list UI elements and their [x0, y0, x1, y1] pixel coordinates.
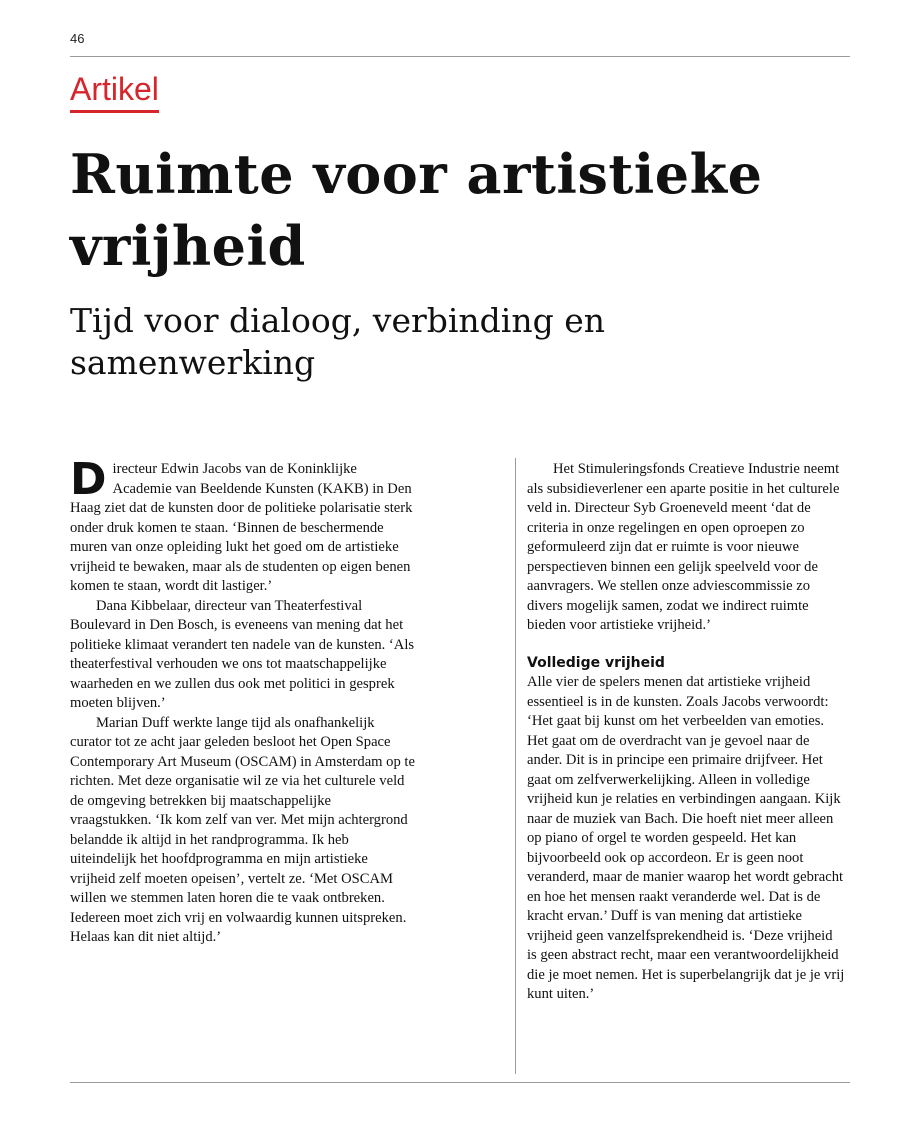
paragraph-groeneveld: Het Stimuleringsfonds Creatieve Industrie neemt als subsidieverlener een aparte positie in het culturele veld in. Directeur Syb Groeneveld meent ‘dat de criteria in onze regelingen en open oproepen zo geformuleerd zijn dat er ruimte is voor nieuwe perspectieven binnen een gelijk speelveld voor de aanvragers. We stellen onze adviescommissie zo divers mogelijk samen, zodat we indirect ruimte bieden voor artistieke vrijheid.’ — [527, 461, 840, 633]
article-subtitle: Tijd voor dialoog, verbinding en samenwerking — [70, 301, 606, 382]
left-column — [70, 454, 415, 948]
paragraph-duff: Marian Duff werkte lange tijd als onafhankelijk curator tot ze acht jaar geleden besloot het Open Space Contemporary Art Museum (OSCAM) in Amsterdam op te richten. Met deze organisatie wil ze via het culturele veld de omgeving betrekken bij maatschappelijke vraagstukken. ‘Ik kom zelf van ver. Met mijn achtergrond belandde ik altijd in het randprogramma. Ik heb uiteindelijk het hoofdprogramma en mijn artistieke vrijheid zelf moeten opeisen’, vertelt ze. ‘Met OSCAM willen we stemmen laten horen die te vaak ontbreken. Iedereen moet zich vrij en volwaardig kunnen uitspreken. Helaas kan dit niet altijd.’ — [70, 714, 415, 945]
paragraph-kibbelaar: Dana Kibbelaar, directeur van Theaterfestival Boulevard in Den Bosch, is eveneens van mening dat het politieke klimaat verandert ten nadele van de kunsten. ‘Als theaterfestival verhouden we ons tot maatschappelijke waarheden en we zullen dus ook met politici in gesprek moeten blijven.’ — [70, 597, 415, 711]
section-label: Artikel — [70, 70, 159, 113]
bottom-divider — [70, 1082, 850, 1083]
page-number: 46 — [70, 31, 85, 46]
right-column — [527, 460, 845, 1005]
drop-cap: D — [70, 454, 107, 505]
column-divider — [515, 458, 516, 1074]
intro-paragraph — [70, 454, 415, 597]
paragraph-text: irecteur Edwin Jacobs van de Koninklijke Academie van Beeldende Kunsten (KAKB) in Den Haag ziet dat de kunsten door de politieke polarisatie sterk onder druk komen te staan. ‘Binnen de beschermende muren van onze opleiding lukt het goed om de artistieke vrijheid te bewaken, maar als de studenten op eigen benen komen te staan, wordt dit lastiger.’ — [70, 461, 413, 594]
top-divider — [70, 56, 850, 57]
section-subheading: Volledige vrijheid — [527, 654, 665, 671]
article-title: Ruimte voor artistieke vrijheid — [70, 142, 763, 278]
paragraph-vrijheid: Alle vier de spelers menen dat artistieke vrijheid essentieel is in de kunsten. Zoals Jacobs verwoordt: ‘Het gaat bij kunst om het verbeelden van emoties. Het gaat om de overdracht van je gevoel naar de ander. Dit is in principe een primaire drijfveer. Het gaat om zelfverwerkelijking. Alleen in volledige vrijheid kun je relaties en verbindingen aangaan. Kijk naar de muziek van Bach. Die hoeft niet meer alleen op piano of orgel te worden gespeeld. Het kan bijvoorbeeld ook op accordeon. Er is geen noot veranderd, maar de manier waarop het wordt gebracht en hoe het mensen raakt veranderde wel. Dat is de kracht ervan.’ Duff is van mening dat artistieke vrijheid geen vanzelfsprekendheid is. ‘Deze vrijheid is geen abstract recht, maar een verantwoordelijkheid die je moet nemen. Het is superbelangrijk dat je je vrij kunt uiten.’ — [527, 674, 845, 1002]
